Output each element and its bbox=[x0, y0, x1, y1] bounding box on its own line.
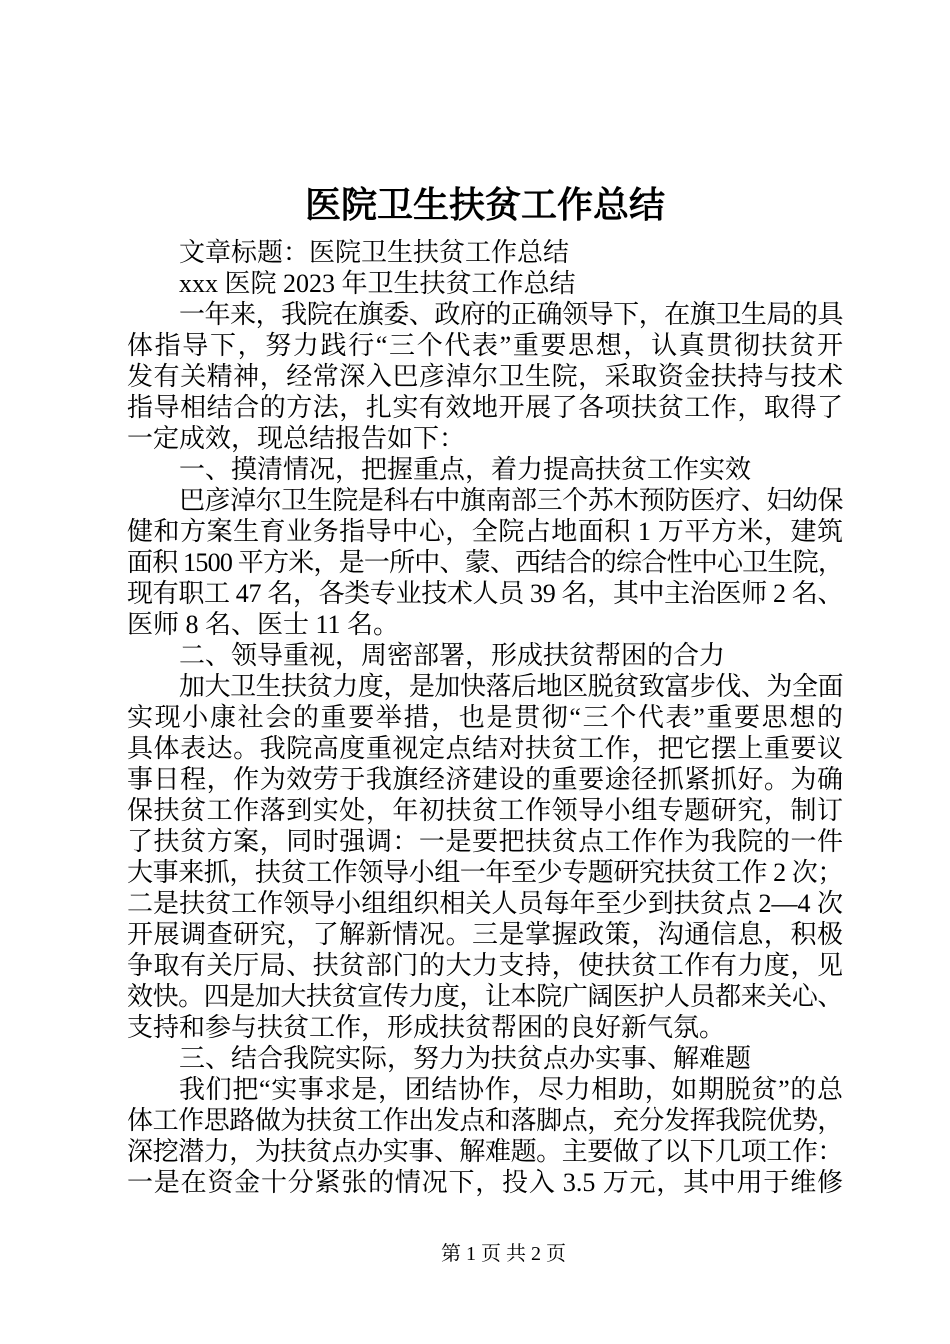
document-title: 医院卫生扶贫工作总结 bbox=[304, 185, 665, 225]
document-body bbox=[127, 237, 843, 1198]
text-line: 一定成效，现总结报告如下： bbox=[127, 424, 466, 453]
text-line: 二、领导重视，周密部署，形成扶贫帮困的合力 bbox=[179, 641, 726, 670]
text-line: 大事来抓，扶贫工作领导小组一年至少专题研究扶贫工作 2 次； bbox=[127, 858, 844, 887]
text-line: 了扶贫方案，同时强调：一是要把扶贫点工作作为我院的一件 bbox=[127, 827, 843, 856]
text-line: 我们把“实事求是，团结协作，尽力相助，如期脱贫”的总 bbox=[179, 1075, 843, 1104]
text-line: 实现小康社会的重要举措，也是贯彻“三个代表”重要思想的 bbox=[127, 703, 843, 732]
page-footer bbox=[441, 1241, 566, 1267]
text-line: 医师 8 名、医士 11 名。 bbox=[127, 610, 400, 639]
text-line: 争取有关厅局、扶贫部门的大力支持，使扶贫工作有力度，见 bbox=[127, 951, 843, 980]
text-line: 加大卫生扶贫力度，是加快落后地区脱贫致富步伐、为全面 bbox=[179, 672, 844, 701]
page-number-label: 第 1 页 共 2 页 bbox=[441, 1243, 566, 1265]
text-line: 保扶贫工作落到实处，年初扶贫工作领导小组专题研究，制订 bbox=[127, 796, 843, 825]
text-line: 三、结合我院实际，努力为扶贫点办实事、解难题 bbox=[179, 1044, 752, 1073]
text-line: 体工作思路做为扶贫工作出发点和落脚点，充分发挥我院优势， bbox=[127, 1106, 843, 1135]
text-line: 支持和参与扶贫工作，形成扶贫帮困的良好新气氛。 bbox=[127, 1013, 726, 1042]
text-line: 指导相结合的方法，扎实有效地开展了各项扶贫工作，取得了 bbox=[127, 393, 843, 422]
text-line: 事日程，作为效劳于我旗经济建设的重要途径抓紧抓好。为确 bbox=[127, 765, 843, 794]
text-line: 现有职工 47 名，各类专业技术人员 39 名，其中主治医师 2 名、 bbox=[127, 579, 844, 608]
text-line: 效快。四是加大扶贫宣传力度，让本院广阔医护人员都来关心、 bbox=[127, 982, 843, 1011]
text-line: 一、摸清情况，把握重点，着力提高扶贫工作实效 bbox=[179, 455, 752, 484]
text-line: 开展调查研究，了解新情况。三是掌握政策，沟通信息，积极 bbox=[127, 920, 843, 949]
text-line: 巴彦淖尔卫生院是科右中旗南部三个苏木预防医疗、妇幼保 bbox=[179, 486, 844, 515]
text-line: 面积 1500 平方米，是一所中、蒙、西结合的综合性中心卫生院， bbox=[127, 548, 844, 577]
text-line: 一是在资金十分紧张的情况下，投入 3.5 万元，其中用于维修 bbox=[127, 1168, 843, 1197]
text-line: 二是扶贫工作领导小组组织相关人员每年至少到扶贫点 2—4 次 bbox=[127, 889, 843, 918]
text-line: 体指导下，努力践行“三个代表”重要思想，认真贯彻扶贫开 bbox=[127, 331, 843, 360]
text-line: 发有关精神，经常深入巴彦淖尔卫生院，采取资金扶持与技术 bbox=[127, 362, 843, 391]
text-line: 一年来，我院在旗委、政府的正确领导下，在旗卫生局的具 bbox=[179, 300, 844, 329]
text-line: 具体表达。我院高度重视定点结对扶贫工作，把它摆上重要议 bbox=[127, 734, 843, 763]
text-line: 深挖潜力，为扶贫点办实事、解难题。主要做了以下几项工作： bbox=[127, 1137, 843, 1166]
text-line: 健和方案生育业务指导中心，全院占地面积 1 万平方米，建筑 bbox=[127, 517, 843, 546]
text-line: xxx 医院 2023 年卫生扶贫工作总结 bbox=[179, 269, 576, 298]
text-line: 文章标题：医院卫生扶贫工作总结 bbox=[179, 238, 570, 267]
